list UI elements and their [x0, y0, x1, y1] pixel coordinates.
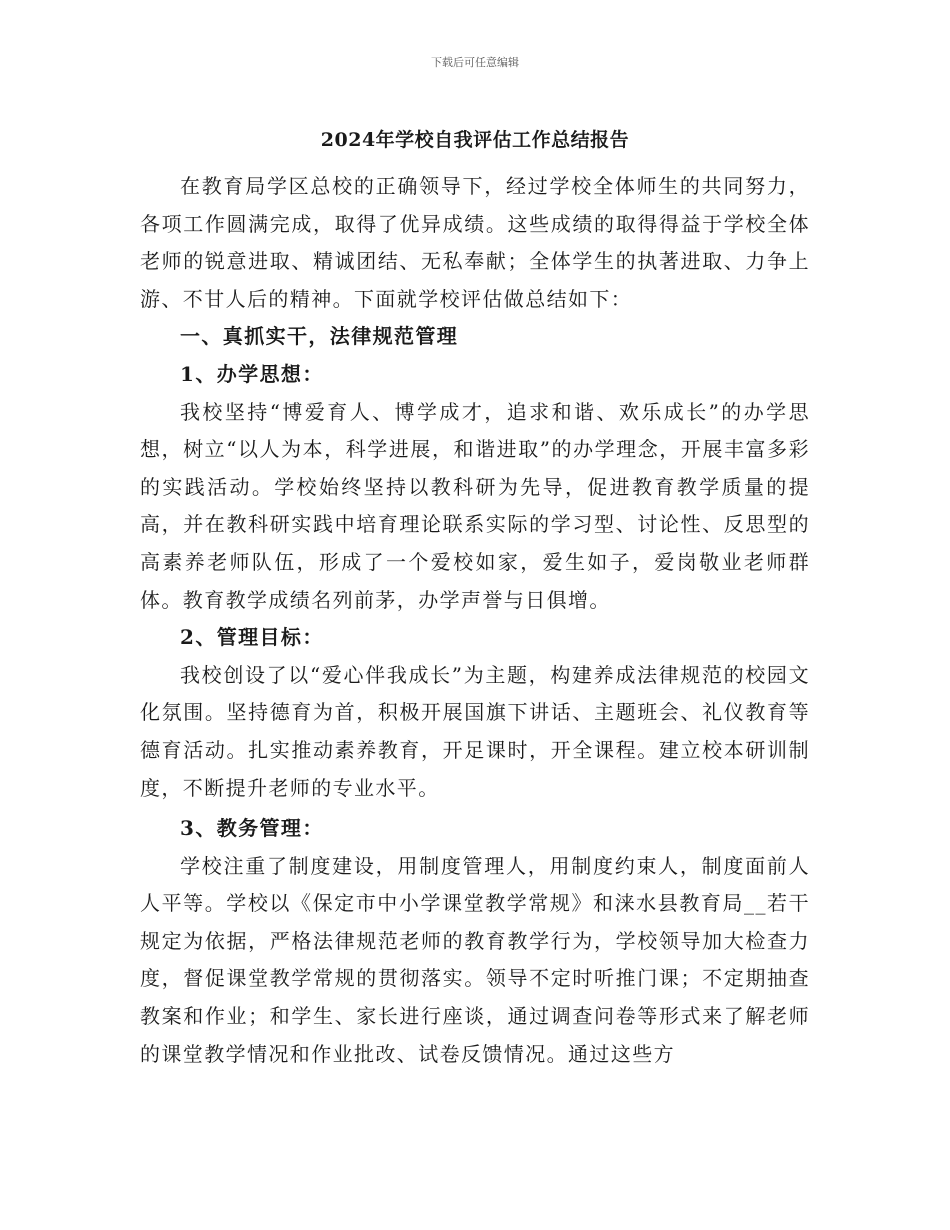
section-heading: 一、真抓实干，法律规范管理 [180, 324, 459, 349]
intro-paragraph: 在教育局学区总校的正确领导下，经过学校全体师生的共同努力，各项工作圆满完成，取得了优异成绩。这些成绩的取得得益于学校全体老师的锐意进取、精诚团结、无私奉献；全体学生的执著进取、力争上游、不甘人后的精神。下面就学校评估做总结如下： [140, 174, 810, 311]
document-body [140, 168, 810, 1073]
document-title: 2024年学校自我评估工作总结报告 [320, 129, 630, 151]
subsection-paragraph: 我校坚持“博爱育人、博学成才，追求和谐、欢乐成长”的办学思想，树立“以人为本，科学进展，和谐进取”的办学理念，开展丰富多彩的实践活动。学校始终坚持以教科研为先导，促进教育教学质量的提高，并在教科研实践中培育理论联系实际的学习型、讨论性、反思型的高素养老师队伍，形成了一个爱校如家，爱生如子，爱岗敬业老师群体。教育教学成绩名列前茅，办学声誉与日俱增。 [140, 399, 810, 612]
header-note: 下载后可任意编辑 [431, 56, 519, 69]
subsection-paragraph: 学校注重了制度建设，用制度管理人，用制度约束人，制度面前人人平等。学校以《保定市中小学课堂教学常规》和涞水县教育局__若干规定为依据，严格法律规范老师的教育教学行为，学校领导加大检查力度，督促课堂教学常规的贯彻落实。领导不定时听推门课；不定期抽查教案和作业；和学生、家长进行座谈，通过调查问卷等形式来了解老师的课堂教学情况和作业批改、试卷反馈情况。通过这些方 [140, 853, 810, 1066]
subsection-heading: 1、办学思想： [180, 361, 324, 386]
subsection-paragraph: 我校创设了以“爱心伴我成长”为主题，构建养成法律规范的校园文化氛围。坚持德育为首，积极开展国旗下讲话、主题班会、礼仪教育等德育活动。扎实推动素养教育，开足课时，开全课程。建立校本研训制度，不断提升老师的专业水平。 [140, 662, 810, 800]
subsection-heading: 2、管理目标： [180, 625, 324, 650]
subsection-heading: 3、教务管理： [180, 816, 324, 841]
